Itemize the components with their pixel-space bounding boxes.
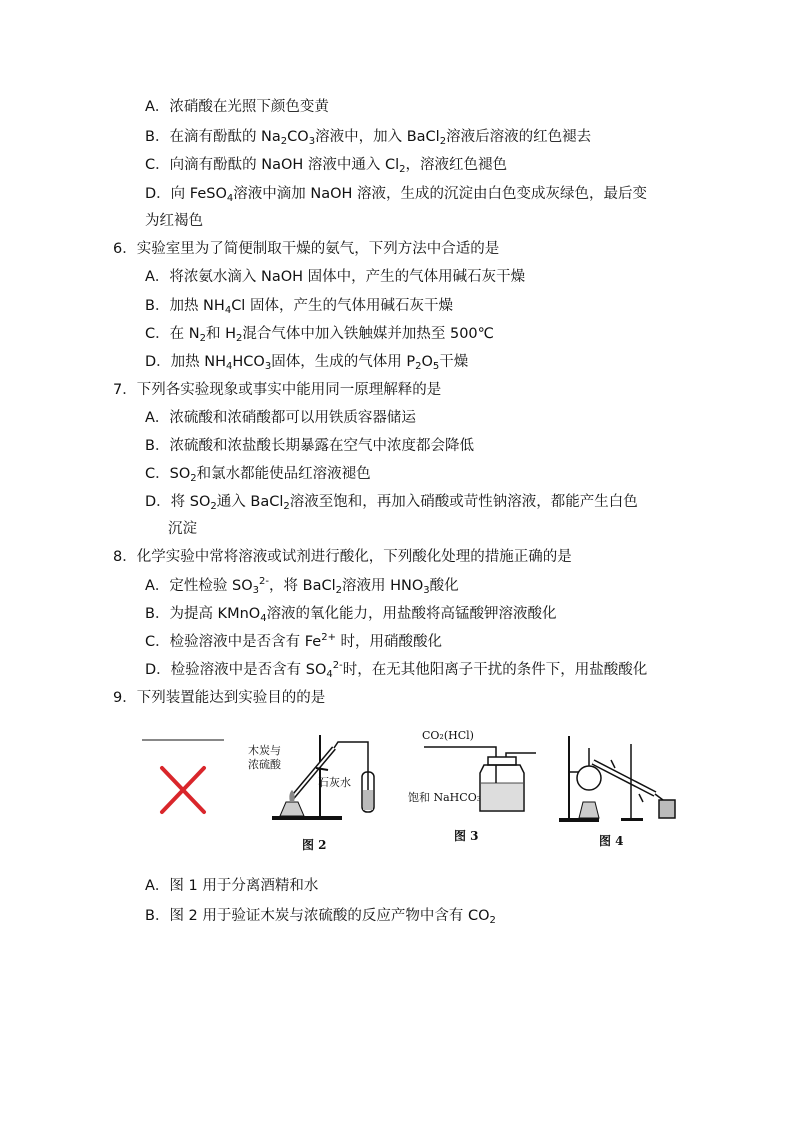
figure-1 (140, 735, 230, 825)
q8-option-a: A．定性检验 $SO_3^{2-}$，将 BaCl$_2$溶液用 $HNO_3$酸化 (145, 576, 459, 596)
q6-option-b: B．加热 $NH_4Cl$ 固体，产生的气体用碱石灰干燥 (145, 298, 453, 316)
figure-3-label-gas: CO₂(HCl) (422, 729, 474, 742)
q7-option-d: D．将 $SO_2$通入 BaCl$_2$溶液至饱和，再加入硝酸或苛性钠溶液，都能产生白色 (145, 494, 638, 512)
figure-4-caption: 图 4 (599, 834, 624, 848)
figure-3-caption: 图 3 (454, 829, 479, 843)
q8-option-b: B．为提高 KMnO$_4$溶液的氧化能力，用盐酸将高锰酸钾溶液酸化 (145, 606, 557, 624)
q5-option-c: C．向滴有酚酞的 NaOH 溶液中通入 $Cl_2$，溶液红色褪色 (145, 157, 508, 175)
q7-option-b: B．浓硫酸和浓盐酸长期暴露在空气中浓度都会降低 (145, 438, 474, 454)
q5-option-b: B．在滴有酚酞的 $Na_2CO_3$溶液中，加入 BaCl$_2$溶液后溶液的红色褪去 (145, 129, 592, 147)
figure-2 (250, 730, 385, 855)
q9-stem: 9．下列装置能达到实验目的的是 (113, 690, 326, 706)
figure-3-label-solution: 饱和 NaHCO₃ (408, 791, 482, 804)
q5-option-a: A．浓硝酸在光照下颜色变黄 (145, 99, 329, 115)
q7-option-a: A．浓硫酸和浓硝酸都可以用铁质容器储运 (145, 410, 416, 426)
figure-2-label-limewater: 石灰水 (318, 776, 351, 789)
q6-option-d: D．加热 $NH_4HCO_3$固体，生成的气体用 $P_2O_5$干燥 (145, 354, 469, 372)
figure-2-caption: 图 2 (302, 838, 327, 852)
q6-option-c: C．在 $N_2$和 $H_2$混合气体中加入铁触媒并加热至 500℃ (145, 326, 494, 344)
q8-option-d: D．检验溶液中是否含有 $SO_4^{2-}$时，在无其他阳离子干扰的条件下，用盐酸酸化 (145, 660, 648, 680)
q7-option-c: C．$SO_2$和氯水都能使品红溶液褪色 (145, 466, 371, 484)
q6-option-a: A．将浓氨水滴入 NaOH 固体中，产生的气体用碱石灰干燥 (145, 269, 526, 285)
q9-option-b: B．图 2 用于验证木炭与浓硫酸的反应产物中含有 $CO_2$ (145, 908, 496, 926)
q7-stem: 7．下列各实验现象或事实中能用同一原理解释的是 (113, 382, 442, 398)
q8-stem: 8．化学实验中常将溶液或试剂进行酸化，下列酸化处理的措施正确的是 (113, 549, 572, 565)
figure-1-graphic (140, 735, 230, 825)
figure-3 (408, 725, 540, 845)
q5-option-d: D．向 FeSO$_4$溶液中滴加 NaOH 溶液，生成的沉淀由白色变成灰绿色，最后变 (145, 186, 648, 204)
figure-4-distillation (555, 732, 685, 827)
figure-4 (555, 732, 685, 852)
q6-stem: 6．实验室里为了简便制取干燥的氨气，下列方法中合适的是 (113, 241, 500, 257)
figure-2-label-charcoal: 木炭与 (248, 744, 281, 757)
q5-option-d-cont: 为红褐色 (145, 213, 203, 229)
q9-option-a: A．图 1 用于分离酒精和水 (145, 878, 319, 894)
q7-option-d-cont: 沉淀 (168, 521, 197, 537)
figure-2-label-acid: 浓硫酸 (248, 758, 281, 771)
q8-option-c: C．检验溶液中是否含有 $Fe^{2+}$ 时，用硝酸酸化 (145, 632, 443, 650)
